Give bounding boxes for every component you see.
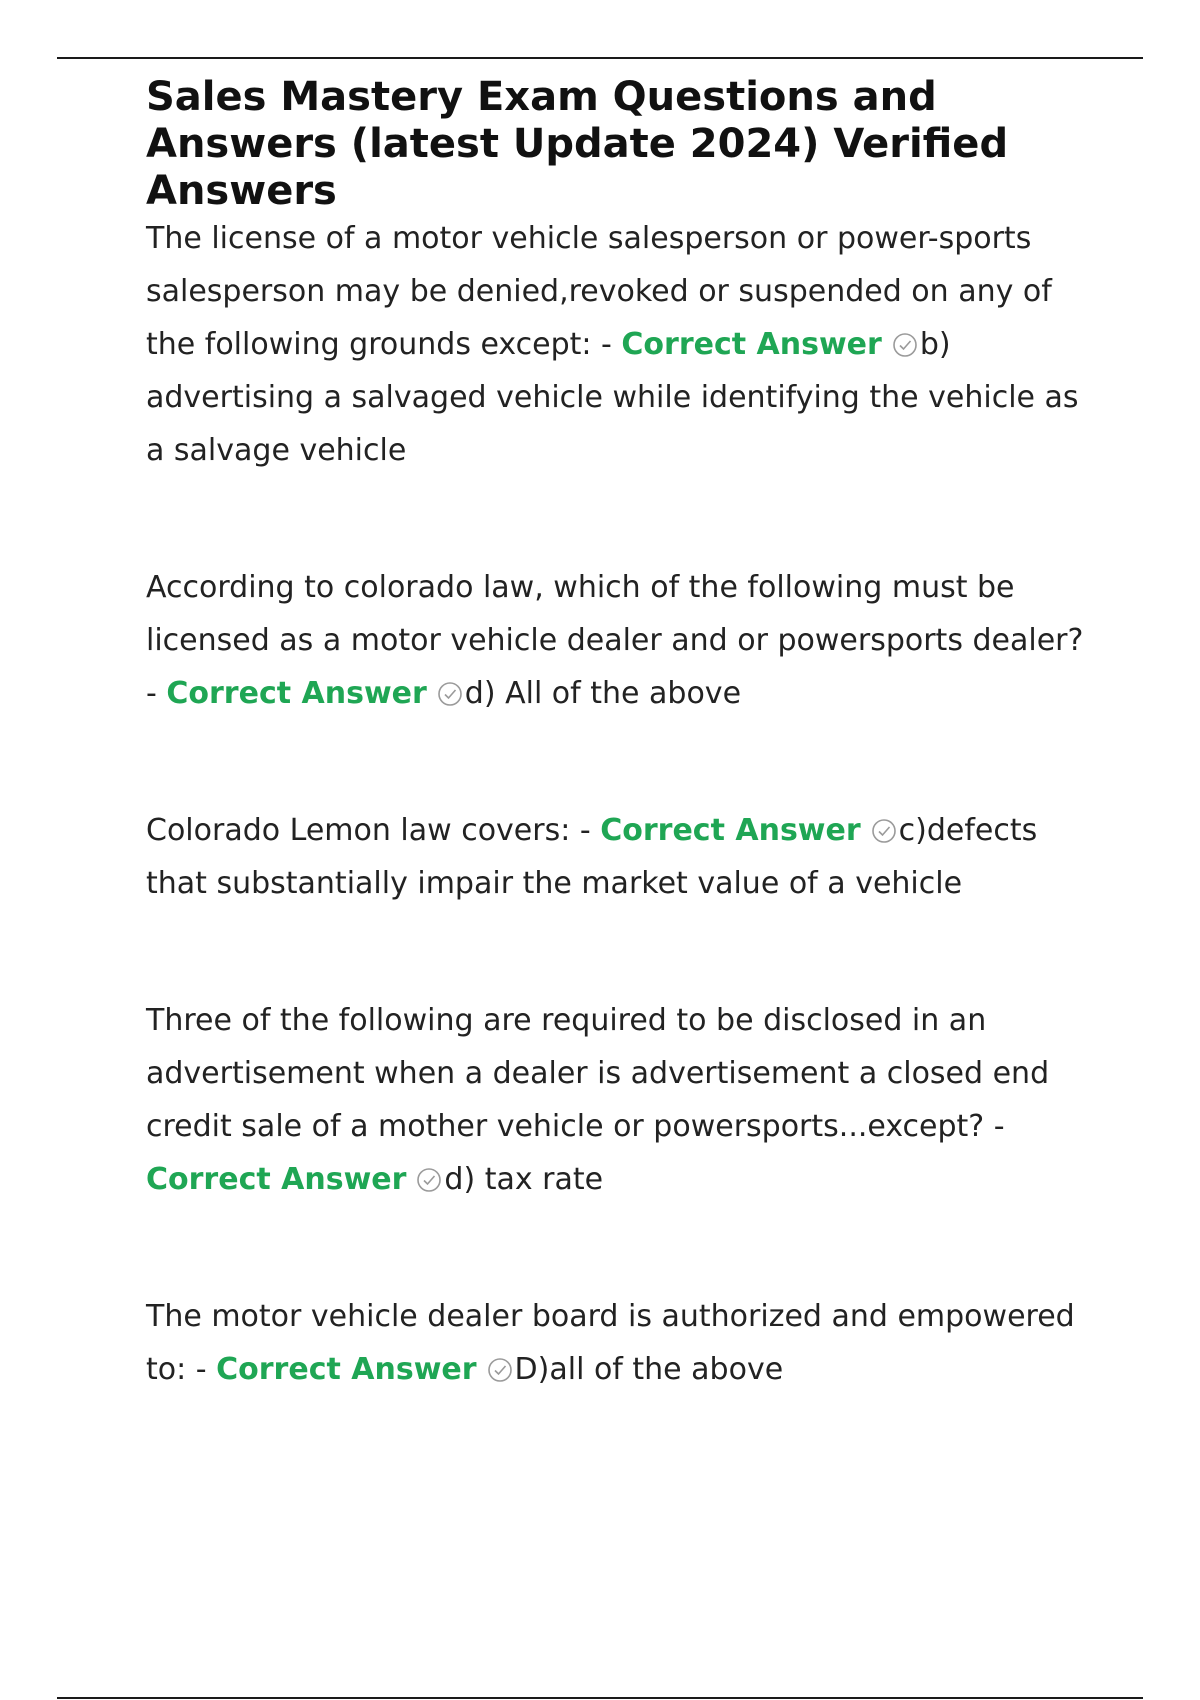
answer-text: d) tax rate [444,1162,604,1197]
qa-item [146,994,1096,1206]
answer-text: c)defects that substantially impair the market value of a vehicle [146,813,1038,901]
check-circle-icon [871,818,897,844]
qa-item [146,561,1096,720]
top-rule [57,57,1143,59]
qa-item [146,1290,1096,1396]
correct-answer-label: Correct Answer [166,676,427,711]
check-circle-icon [487,1357,513,1383]
document-body [146,74,1096,1396]
check-circle-icon [892,332,918,358]
qa-item [146,804,1096,910]
question-text: The motor vehicle dealer board is authorized and empowered to: - [146,1299,1075,1387]
answer-text: b) advertising a salvaged vehicle while identifying the vehicle as a salvage vehicle [146,327,1079,468]
correct-answer-label: Correct Answer [146,1162,407,1197]
correct-answer-label: Correct Answer [600,813,861,848]
bottom-rule [57,1697,1143,1699]
question-text: Three of the following are required to be disclosed in an advertisement when a dealer is advertisement a closed end credit sale of a mother vehicle or powersports...except? - [146,1003,1050,1144]
answer-text: D)all of the above [514,1352,784,1387]
answer-text: d) All of the above [464,676,742,711]
page-title: Sales Mastery Exam Questions and Answers (latest Update 2024) Verified Answers [146,74,1009,214]
question-text: Colorado Lemon law covers: - [146,813,601,848]
check-circle-icon [416,1167,442,1193]
correct-answer-label: Correct Answer [621,327,882,362]
qa-item [146,212,1096,477]
question-text: The license of a motor vehicle salesperson or power-sports salesperson may be denied,revoked or suspended on any of the following grounds except: - [146,221,1052,362]
check-circle-icon [437,681,463,707]
correct-answer-label: Correct Answer [216,1352,477,1387]
question-text: According to colorado law, which of the following must be licensed as a motor vehicle dealer and or powersports dealer? - [146,570,1084,711]
